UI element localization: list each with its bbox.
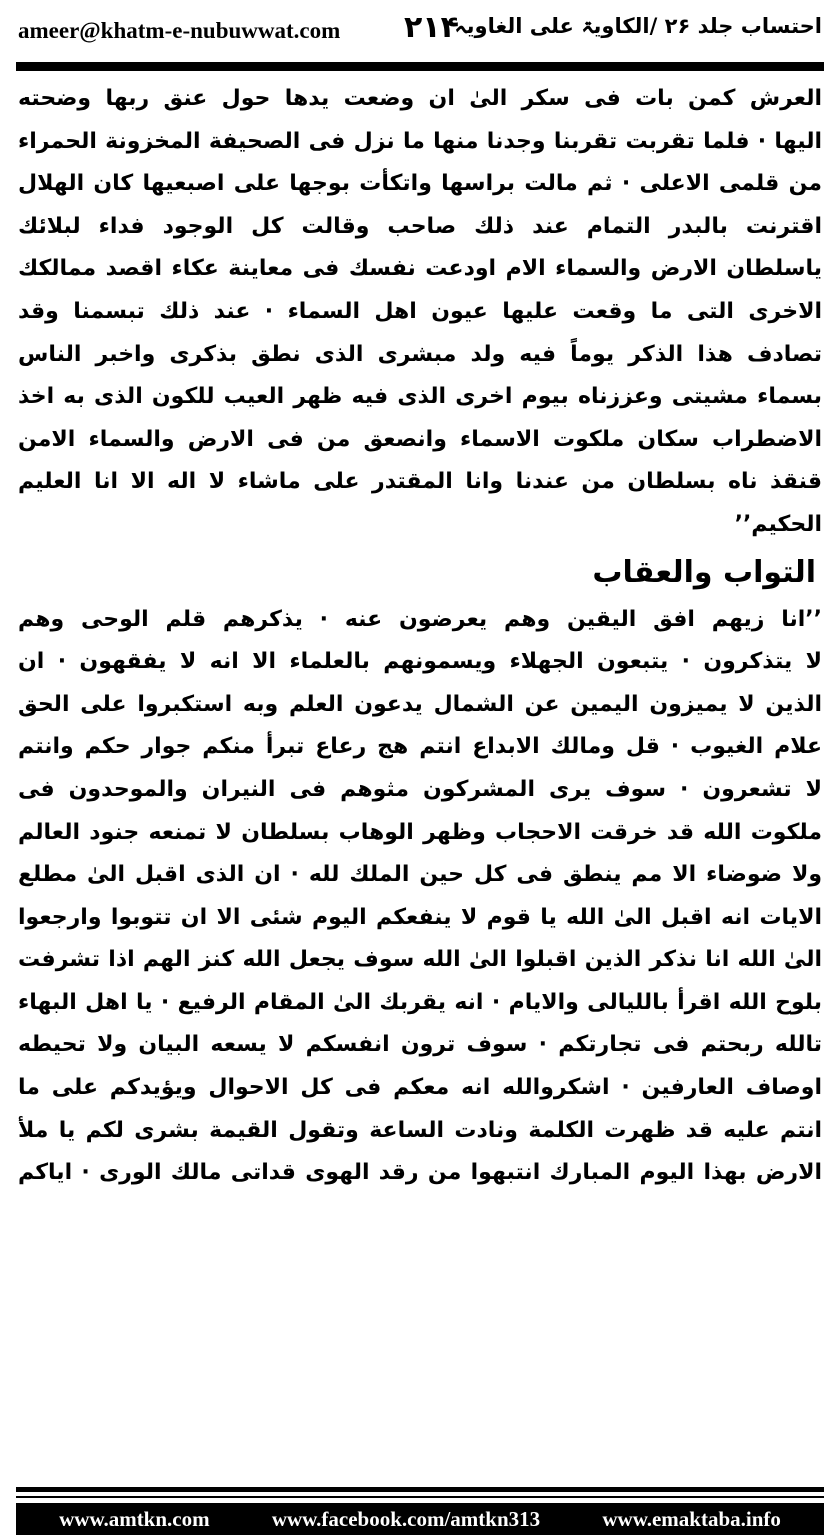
text-line: لا يتذكرون · يتبعون الجهلاء ويسمونهم بالعلماء الا انه لا يفقهون · ان bbox=[18, 649, 822, 675]
text-line: اقترنت بالبدر التمام عند ذلك صاحب وقالت كل الوجود فداء لبلائك bbox=[18, 213, 822, 239]
footer-link-emaktaba[interactable]: www.emaktaba.info bbox=[602, 1507, 781, 1531]
text-line: الاخرى التى ما وقعت عليها عيون اهل السماء · عند ذلك تبسمنا وقد bbox=[18, 298, 822, 324]
text-line: ولا ضوضاء الا مم ينطق فى كل حين الملك لله · ان الذى اقبل الىٰ مطلع bbox=[18, 862, 822, 888]
footer-rule-thin bbox=[16, 1496, 824, 1498]
text-line: اليها · فلما تقربت تقربنا وجدنا منها ما نزل فى الصحيفة المخزونة الحمراء bbox=[18, 128, 822, 154]
text-line: لا تشعرون · سوف يرى المشركون مثوهم فى النيران والموحدون فى bbox=[18, 776, 822, 802]
text-line: اوصاف العارفين · اشكروالله انه معكم فى كل الاحوال ويؤيدكم على ما bbox=[18, 1075, 822, 1101]
page-header bbox=[18, 8, 822, 54]
header-email: ameer@khatm-e-nubuwwat.com bbox=[18, 18, 341, 43]
text-line: الذين لا يميزون اليمين عن الشمال يدعون العلم وبه استكبروا على الحق bbox=[18, 691, 822, 717]
text-line: بسماء مشيتى وعززناه بيوم اخرى الذى فيه ظهر العيب للكون الذى به اخذ bbox=[18, 384, 822, 410]
page-footer bbox=[16, 1503, 824, 1535]
section-heading: التواب والعقاب bbox=[592, 554, 816, 590]
text-line: الحكيم’’ bbox=[734, 511, 822, 537]
text-line: تصادف هذا الذكر يوماً فيه ولد مبشرى الذى نطق بذكرى واخبر الناس bbox=[18, 341, 822, 367]
text-line: ملكوت الله قد خرقت الاحجاب وظهر الوهاب بسلطان لا تمنعه جنود العالم bbox=[18, 819, 822, 845]
text-line: قنقذ ناه بسلطان من عندنا وانا المقتدر على ماشاء لا اله الا انا العليم bbox=[18, 469, 822, 495]
footer-link-facebook[interactable]: www.facebook.com/amtkn313 bbox=[271, 1507, 541, 1531]
page-number: ۲۱۴ bbox=[404, 10, 459, 45]
footer-link-amtkn[interactable]: www.amtkn.com bbox=[59, 1507, 210, 1531]
text-line: بلوح الله اقرأ بالليالى والايام · انه يقربك الىٰ المقام الرفيع · يا اهل البهاء bbox=[18, 989, 822, 1015]
header-rule bbox=[16, 62, 824, 71]
text-line: انتم عليه قد ظهرت الكلمة ونادت الساعة وتقول القيمة بشرى لكم يا ملأ bbox=[18, 1117, 822, 1143]
text-line: علام الغيوب · قل ومالك الابداع انتم هج رعاع تبرأ منكم جوار حكم وانتم bbox=[18, 734, 822, 760]
text-line: الارض بهذا اليوم المبارك انتبهوا من رقد الهوى قداتى مالك الورى · اياكم bbox=[18, 1160, 822, 1186]
footer-rule bbox=[16, 1487, 824, 1492]
text-line: الايات انه اقبل الىٰ الله يا قوم لا ينفعكم اليوم شئى الا ان تتوبوا وارجعوا bbox=[18, 904, 822, 930]
text-line: من قلمى الاعلى · ثم مالت براسها واتكأت بوجها على اصبعيها كان الهلال bbox=[18, 171, 822, 197]
text-line: العرش كمن بات فى سكر الىٰ ان وضعت يدها حول عنق ربها وضحته bbox=[18, 86, 822, 111]
text-line: الىٰ الله انا نذكر الذين اقبلوا الىٰ الله سوف يجعل الله كنز الهم اذا تشرفت bbox=[18, 947, 822, 973]
text-line: ’’انا زيهم افق اليقين وهم يعرضون عنه · يذكرهم قلم الوحى وهم bbox=[18, 606, 822, 632]
text-line: ياسلطان الارض والسماء الام اودعت نفسك فى معاينة عكاء اقصد ممالكك bbox=[18, 256, 822, 282]
book-title: احتساب جلد ۲۶ /الکاویۃ علی الغاویہ bbox=[454, 14, 822, 38]
text-line: تالله ربحتم فى تجارتكم · سوف ترون انفسكم لا يسعه البيان ولا تحيطه bbox=[18, 1032, 822, 1058]
page-body bbox=[18, 78, 822, 1195]
text-line: الاضطراب سكان ملكوت الاسماء وانصعق من فى الارض والسماء الامن bbox=[18, 426, 822, 452]
